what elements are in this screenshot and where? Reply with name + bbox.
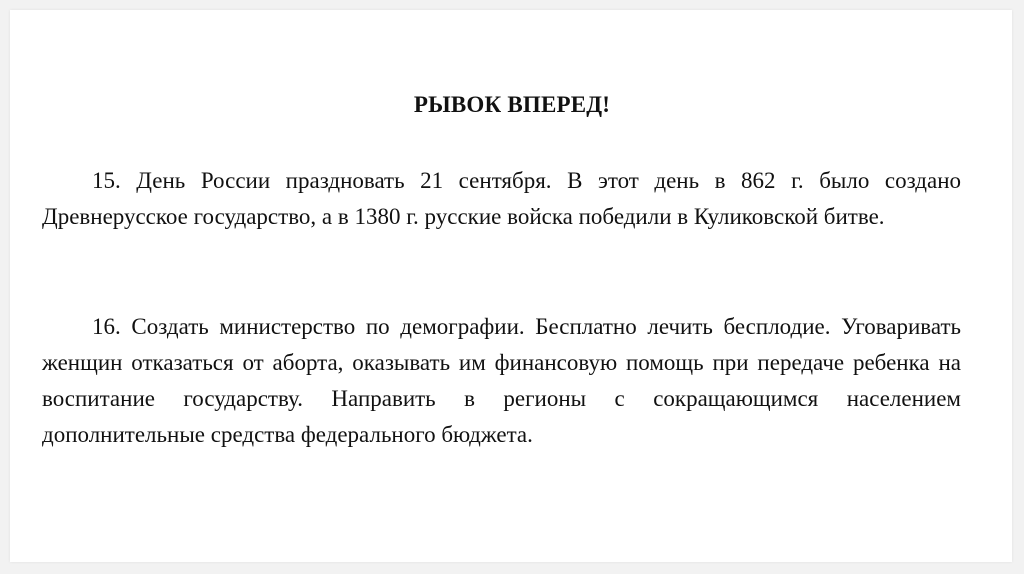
paragraph-16: 16. Создать министерство по демографии. Бесплатно лечить бесплодие. Уговаривать женщин отказаться от аборта, оказывать им финансовую помощь при передаче ребенка на воспитание государству. Направить в регионы с сокращающимся населением дополнительные средства федерального бюджета. [42, 314, 961, 447]
document-title: РЫВОК ВПЕРЕД! [413, 92, 611, 117]
paragraph-15: 15. День России праздновать 21 сентября. В этот день в 862 г. было создано Древнерусское государство, а в 1380 г. русские войска победили в Куликовской битве. [42, 168, 961, 229]
